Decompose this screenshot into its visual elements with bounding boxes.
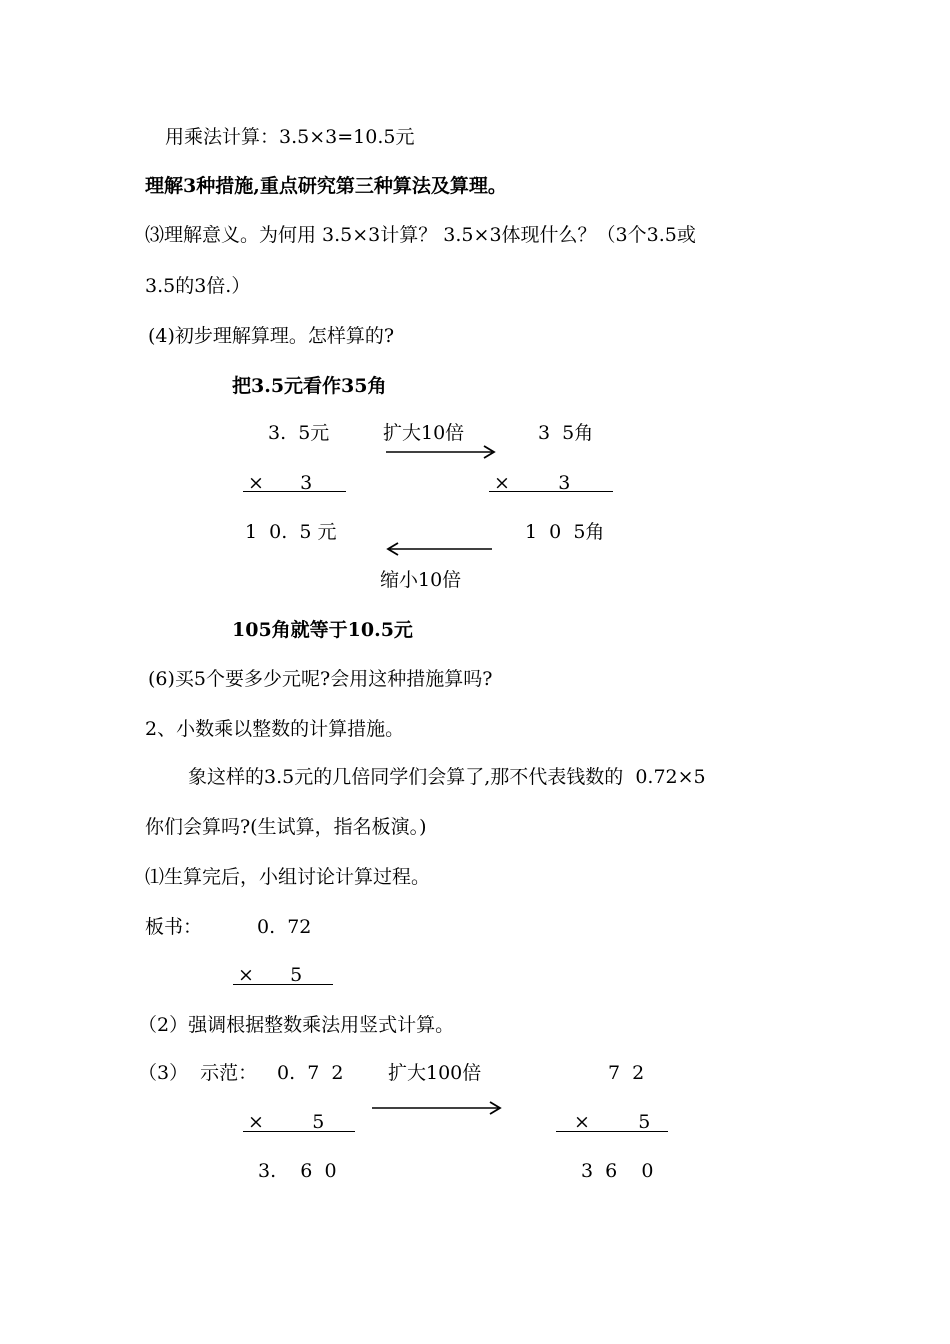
underline (243, 491, 346, 492)
underline (243, 1131, 355, 1132)
calc3-left-result: 3. 6 0 (258, 1160, 337, 1182)
calc3-left-top: 0. 7 2 (277, 1062, 344, 1084)
underline (233, 984, 333, 985)
text-line: 3.5的3倍.） (145, 275, 251, 297)
calc3-right-result: 3 6 0 (581, 1160, 654, 1182)
calc3-right-top: 7 2 (608, 1062, 645, 1084)
calc-left-top: 3. 5元 (268, 422, 330, 444)
text-line: ⑶理解意义。为何用 3.5×3计算？ 3.5×3体现什么？（3个3.5或 (145, 224, 696, 246)
calc-right-top: 3 5角 (538, 422, 594, 444)
calc-left-mult: × 3 (248, 472, 313, 494)
section-heading: 2、小数乘以整数的计算措施。 (145, 718, 405, 740)
calc2-top: 0. 72 (257, 916, 312, 938)
text-line: (4)初步理解算理。怎样算的? (148, 325, 395, 347)
demo-label: （3） 示范： (138, 1062, 258, 1084)
text-line: 用乘法计算：3.5×3=10.5元 (165, 126, 415, 148)
text-line: (6)买5个要多少元呢?会用这种措施算吗? (148, 668, 493, 690)
bold-heading: 理解3种措施,重点研究第三种算法及算理。 (145, 175, 507, 197)
arrow-label-expand-100: 扩大100倍 (388, 1062, 482, 1084)
text-line: （2）强调根据整数乘法用竖式计算。 (138, 1014, 455, 1036)
arrow-label-expand: 扩大10倍 (383, 422, 465, 444)
arrow-label-shrink: 缩小10倍 (380, 569, 462, 591)
right-arrow-icon (386, 444, 498, 460)
underline (489, 491, 613, 492)
right-arrow-icon (372, 1100, 504, 1116)
calc3-left-mult: × 5 (248, 1111, 325, 1133)
calc2-mult: × 5 (238, 964, 303, 986)
text-line: 象这样的3.5元的几倍同学们会算了,那不代表钱数的 0.72×5 (188, 766, 706, 788)
bold-heading: 105角就等于10.5元 (232, 619, 413, 641)
board-label: 板书： (145, 916, 203, 938)
bold-heading: 把3.5元看作35角 (232, 375, 387, 397)
calc-right-result: 1 0 5角 (525, 521, 605, 543)
left-arrow-icon (386, 541, 498, 557)
text-line: 你们会算吗?(生试算，指名板演。) (145, 816, 427, 838)
underline (556, 1131, 668, 1132)
text-line: ⑴生算完后，小组讨论计算过程。 (145, 866, 431, 888)
calc-right-mult: × 3 (494, 472, 571, 494)
calc-left-result: 1 0. 5 元 (245, 521, 337, 543)
calc3-right-mult: × 5 (574, 1111, 651, 1133)
